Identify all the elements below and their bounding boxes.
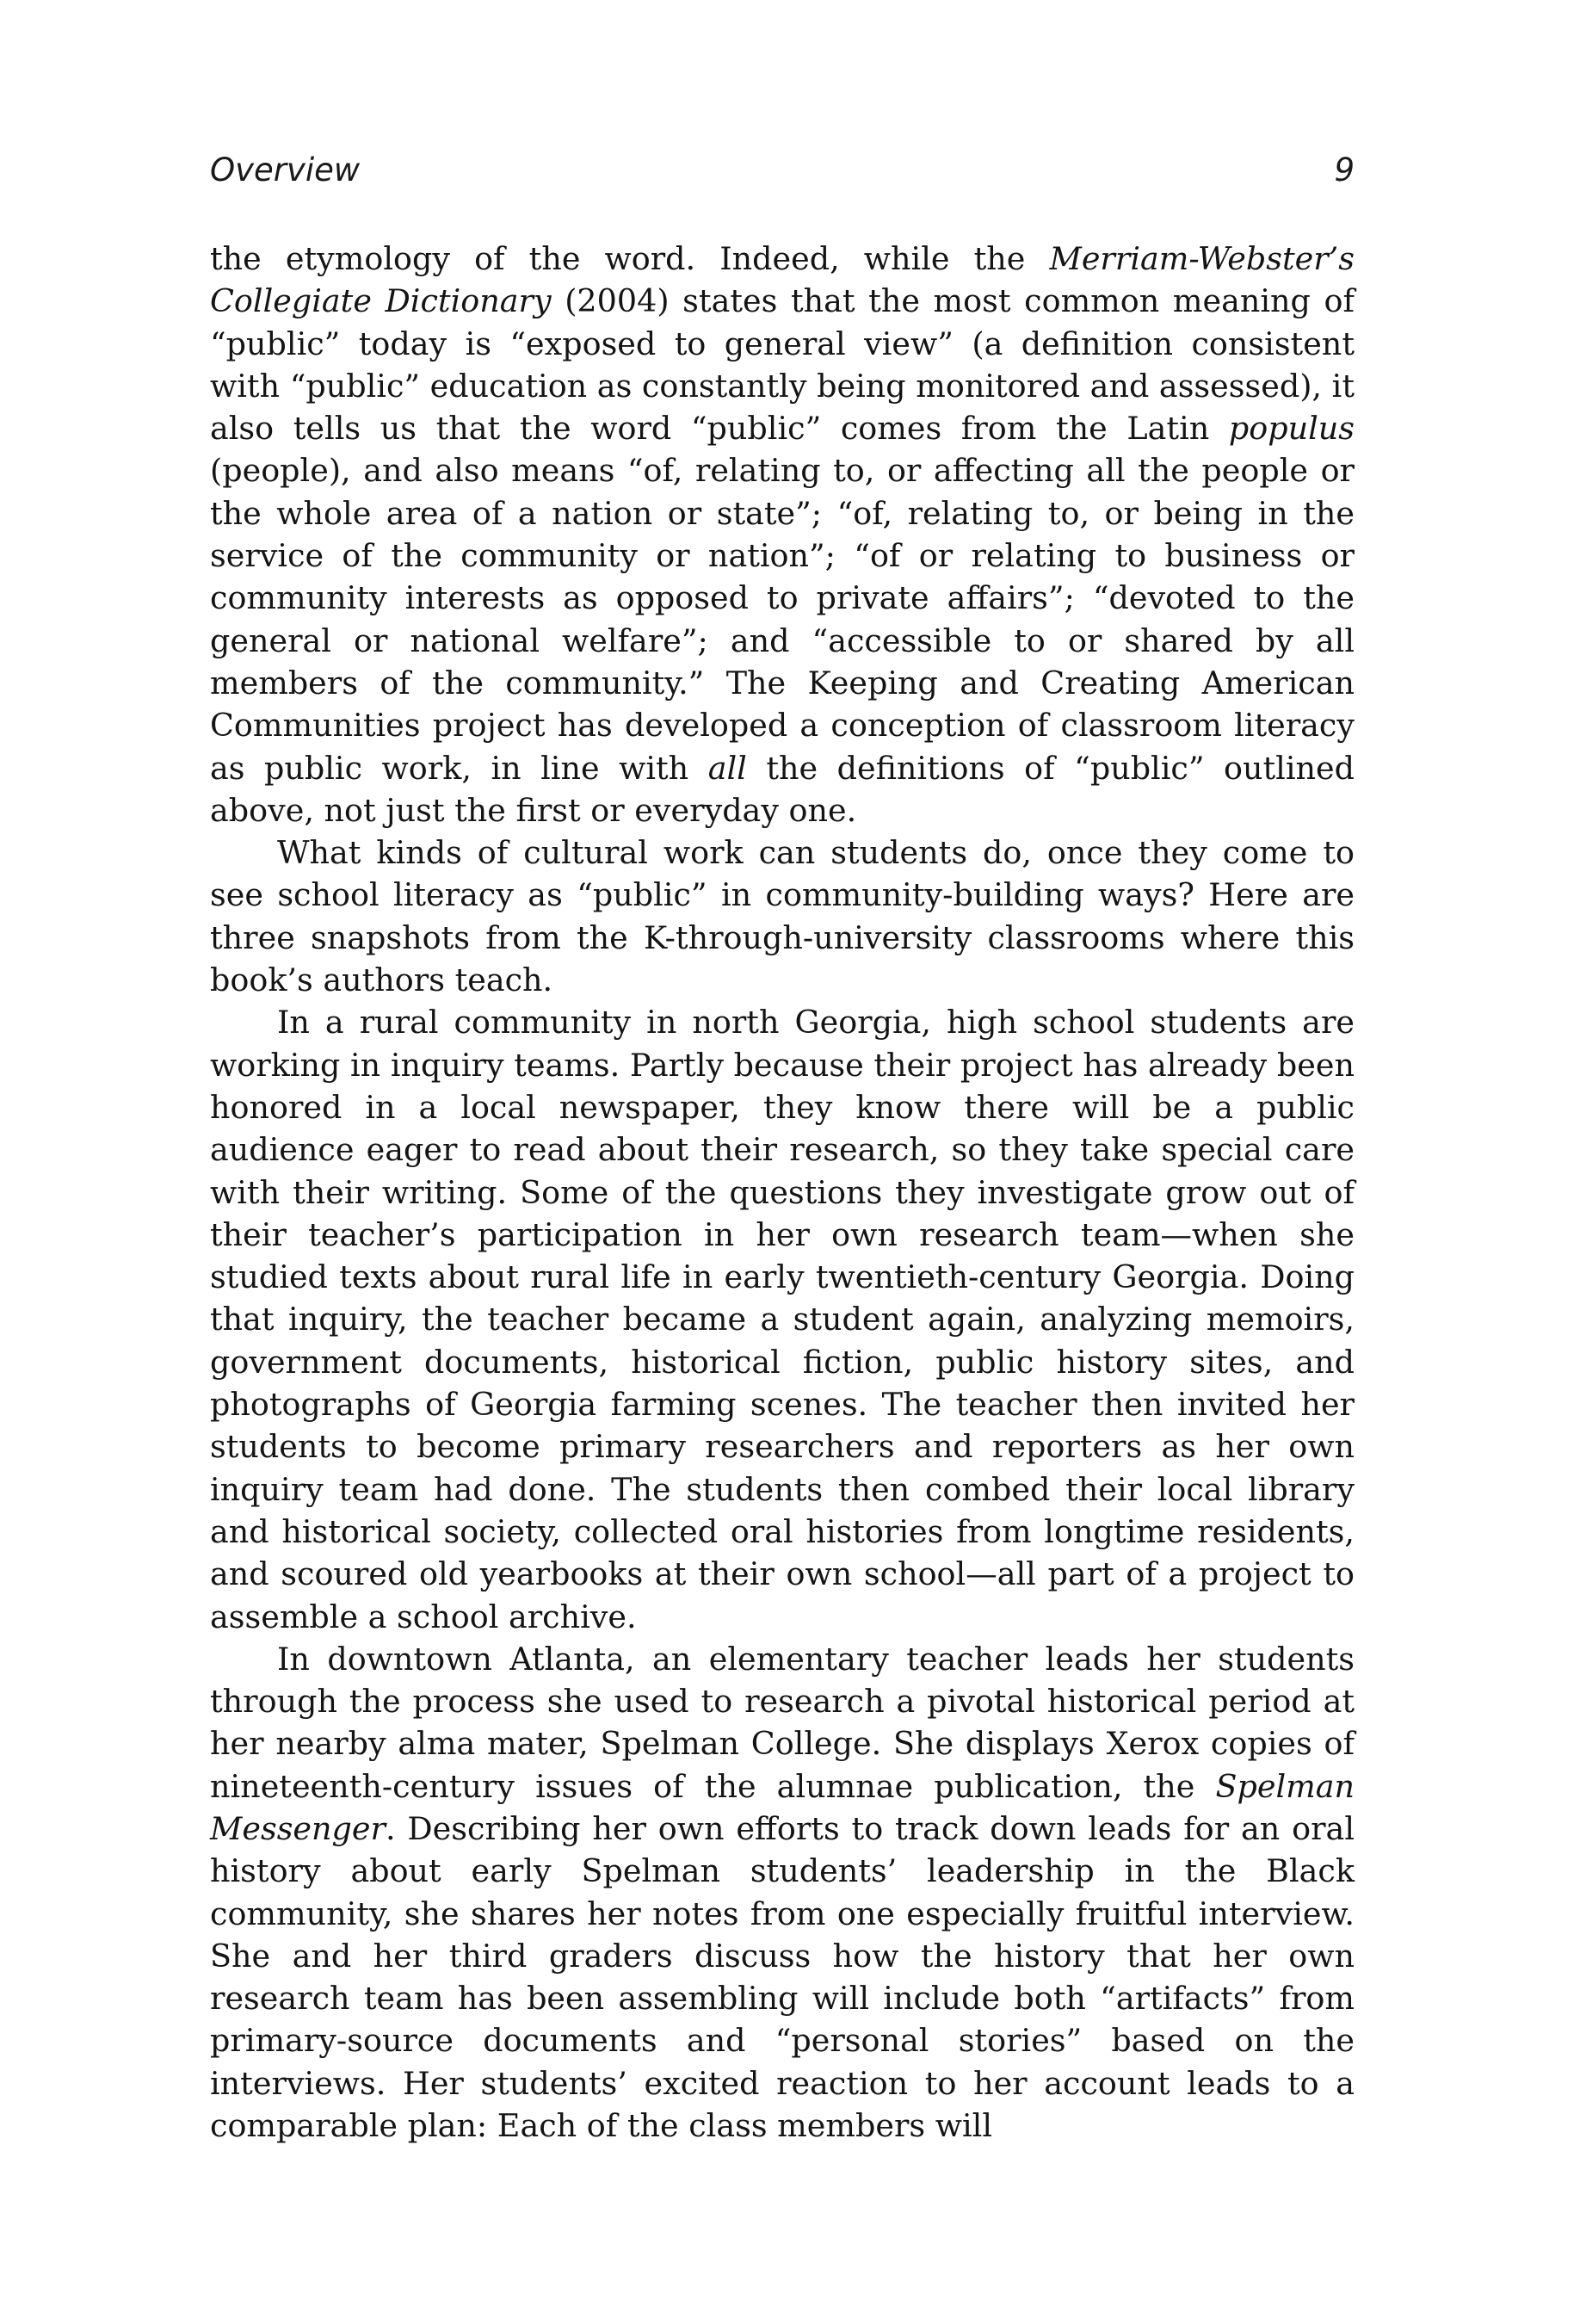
italic-run: populus	[1228, 410, 1355, 448]
running-title: Overview	[210, 151, 361, 189]
text-run: In a rural community in north Georgia, high school students are working in inquiry teams. Partly because their project has already been honored in a local newspaper, they know there will be a public audience eager to read about their research, so they take special care with their writing. Some of the questions they investigate grow out of their teacher’s participation in her own research team—when she studied texts about rural life in early twentieth-century Georgia. Doing that inquiry, the teacher became a student again, analyzing memoirs, government documents, historical fiction, public history sites, and photographs of Georgia farming scenes. The teacher then invited her students to become primary researchers and reporters as her own inquiry team had done. The students then combed their local library and historical society, collected oral histories from longtime residents, and scoured old yearbooks at their own school—all part of a project to assemble a school archive.	[210, 1004, 1355, 1635]
body-text	[210, 238, 1355, 2147]
running-head	[210, 151, 1355, 195]
paragraph	[210, 831, 1355, 1001]
paragraph	[210, 1001, 1355, 1637]
text-run: (people), and also means “of, relating to, or affecting all the people or the whole area of a nation or state”; “of, relating to, or being in the service of the community or nation”; “of or relating to business or community interests as opposed to private affairs”; “devoted to the general or national welfare”; and “accessible to or shared by all members of the community.” The Keeping and Creating American Communities project has developed a conception of classroom literacy as public work, in line with	[210, 452, 1355, 787]
text-run: the etymology of the word. Indeed, while the	[210, 240, 1050, 277]
italic-run: Merriam-Webster’s Collegiate Dictionary	[210, 240, 1355, 320]
italic-run: Spelman Messenger	[210, 1767, 1355, 1847]
text-run: . Describing her own efforts to track down leads for an oral history about early Spelman students’ leadership in the Black community, she shares her notes from one especially fruitful interview. She and her third graders discuss how the history that her own research team has been assembling will include both “artifacts” from primary-source documents and “personal stories” based on the interviews. Her students’ excited reaction to her account leads to a comparable plan: Each of the class members will	[210, 1809, 1355, 2145]
paragraph	[210, 1638, 1355, 2148]
text-run: (2004) states that the most common meaning of “public” today is “exposed to general view” (a definition consistent with “public” education as constantly being monitored and assessed), it also tells us that the word “public” comes from the Latin	[210, 282, 1355, 448]
italic-run: all	[707, 749, 747, 787]
page-number: 9	[1334, 151, 1355, 189]
paragraph	[210, 238, 1355, 831]
text-run: In downtown Atlanta, an elementary teacher leads her students through the process she used to research a pivotal historical period at her nearby alma mater, Spelman College. She displays Xerox copies of nineteenth-century issues of the alumnae publication, the	[210, 1640, 1355, 1805]
text-run: What kinds of cultural work can students do, once they come to see school literacy as “public” in community-building ways? Here are three snapshots from the K-through-university classrooms where this book’s authors teach.	[210, 834, 1355, 999]
text-run: the definitions of “public” outlined above, not just the first or everyday one.	[210, 749, 1355, 829]
